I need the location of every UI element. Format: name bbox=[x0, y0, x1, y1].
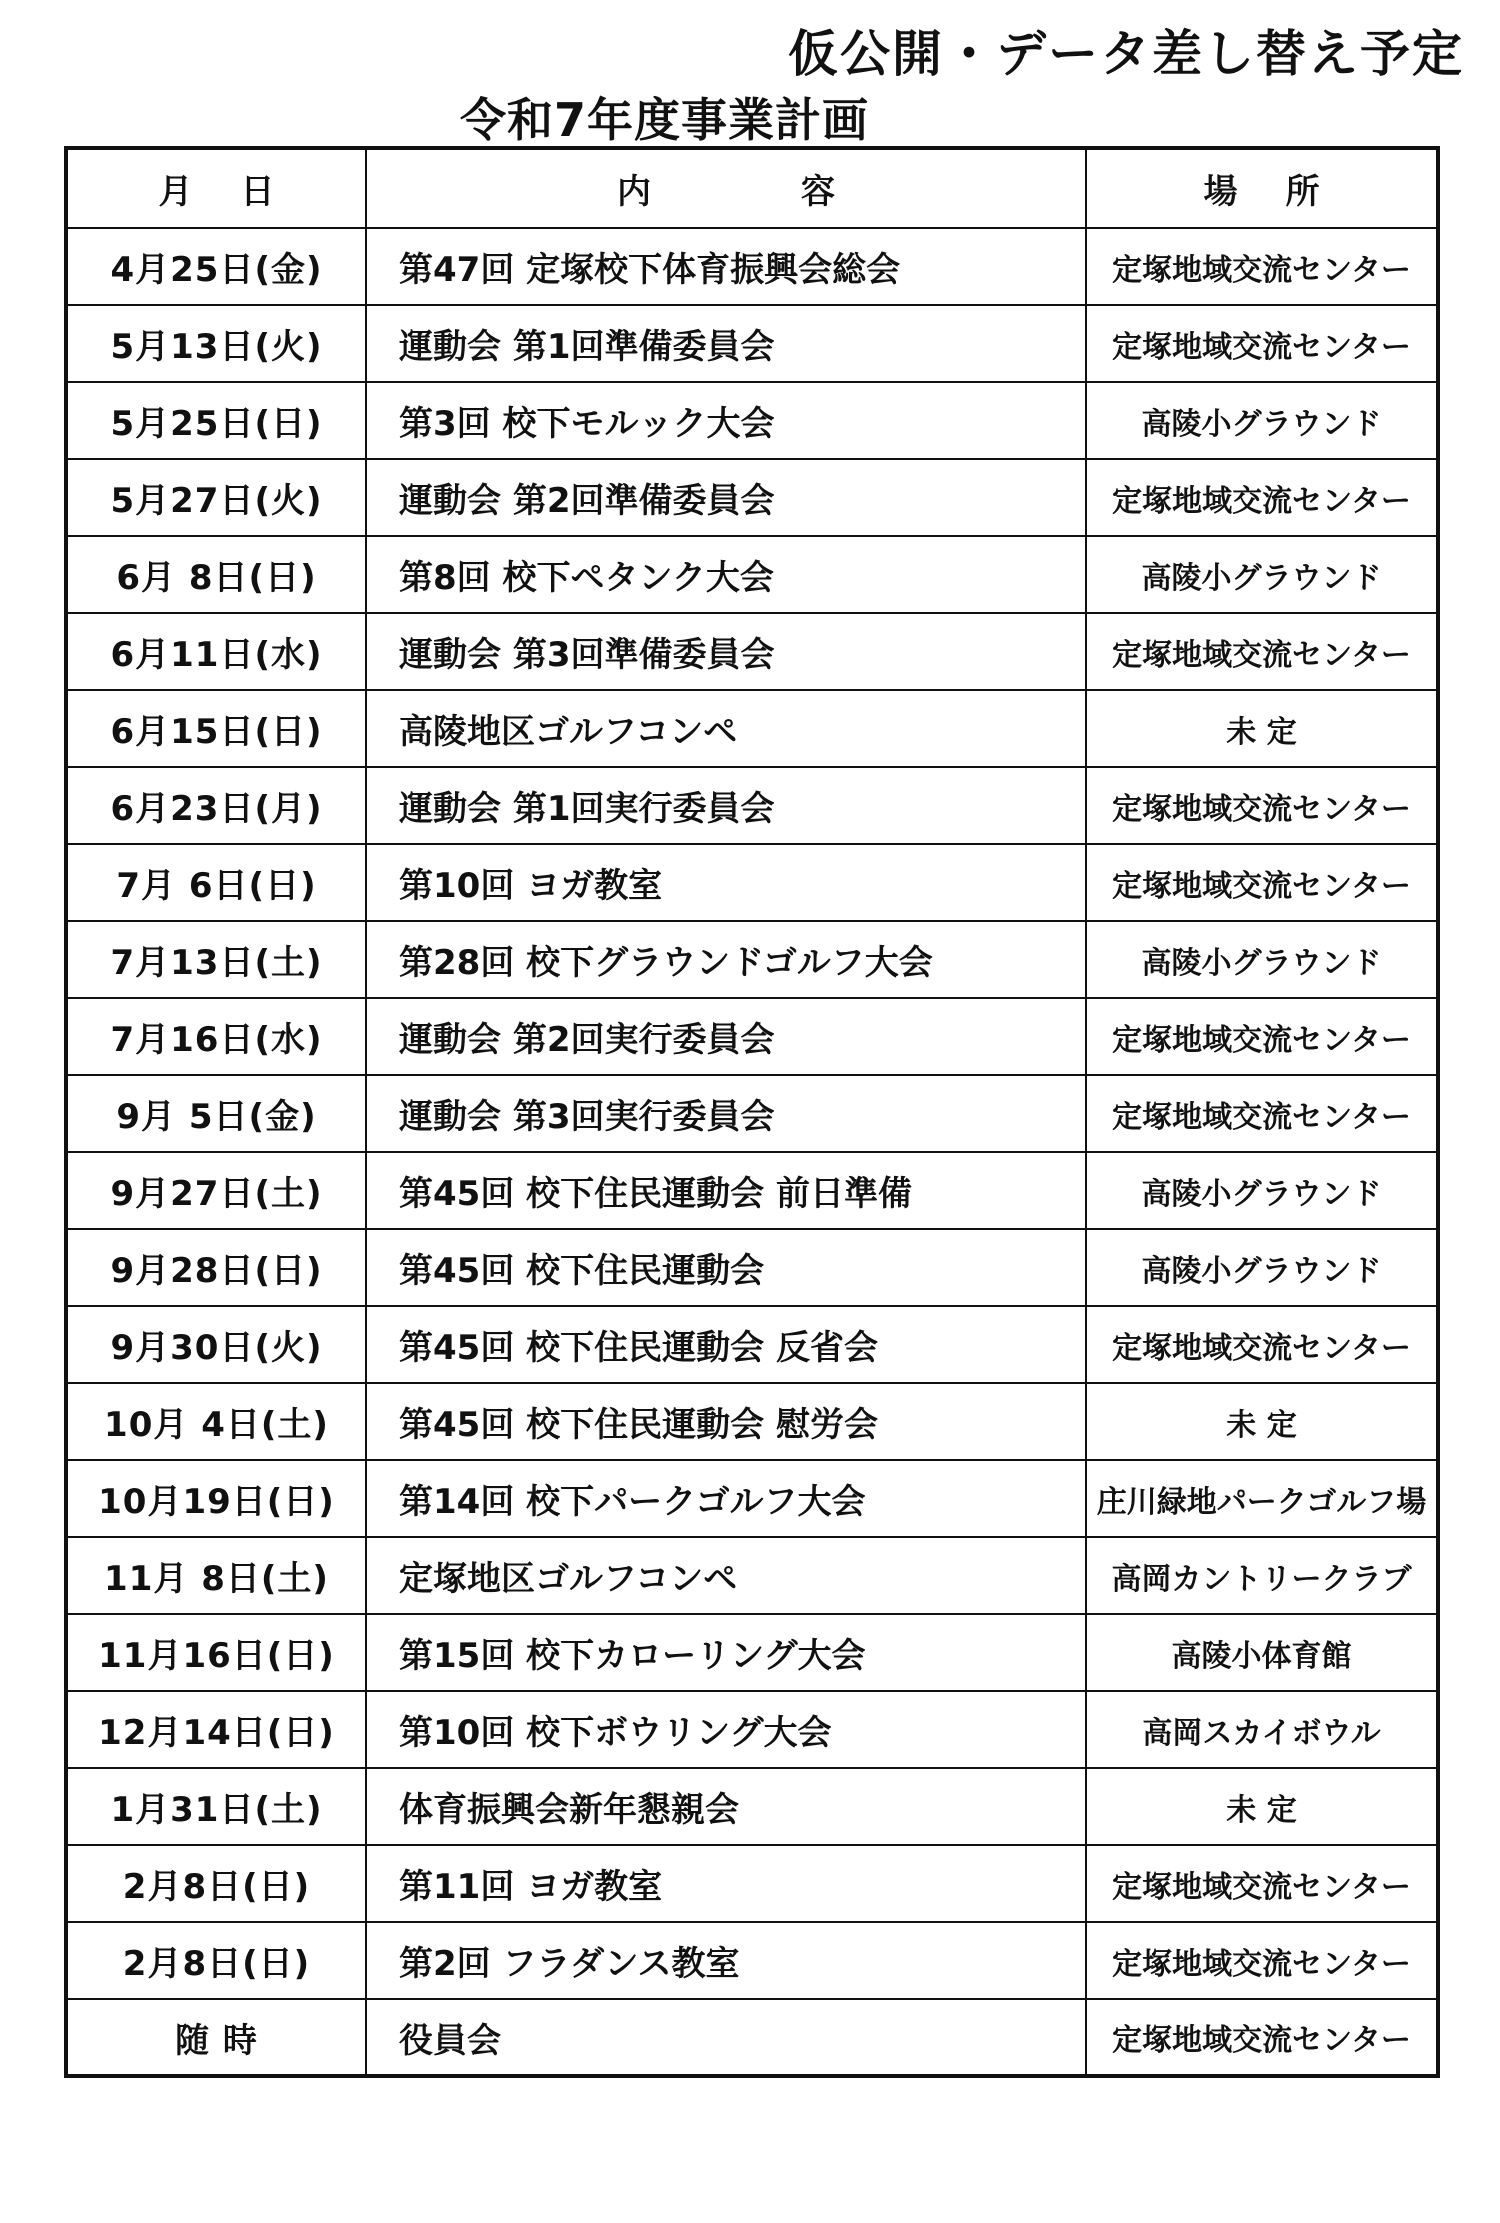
event-content: 第11回 ヨガ教室 bbox=[366, 1845, 1086, 1922]
event-date: 7月16日(水) bbox=[66, 998, 366, 1075]
event-content: 第45回 校下住民運動会 bbox=[366, 1229, 1086, 1306]
event-place: 庄川緑地パークゴルフ場 bbox=[1086, 1460, 1438, 1537]
event-place: 定塚地域交流センター bbox=[1086, 1999, 1438, 2076]
event-place: 未 定 bbox=[1086, 1383, 1438, 1460]
table-row bbox=[66, 228, 1438, 305]
table-row bbox=[66, 1922, 1438, 1999]
event-place: 定塚地域交流センター bbox=[1086, 1845, 1438, 1922]
event-content: 役員会 bbox=[366, 1999, 1086, 2076]
table-header-row bbox=[66, 148, 1438, 228]
event-place: 定塚地域交流センター bbox=[1086, 1306, 1438, 1383]
table-row bbox=[66, 1306, 1438, 1383]
event-date: 9月30日(火) bbox=[66, 1306, 366, 1383]
event-date: 5月27日(火) bbox=[66, 459, 366, 536]
table-row bbox=[66, 1460, 1438, 1537]
event-place: 定塚地域交流センター bbox=[1086, 844, 1438, 921]
event-place: 高陵小体育館 bbox=[1086, 1614, 1438, 1691]
table-row bbox=[66, 305, 1438, 382]
table-row bbox=[66, 1075, 1438, 1152]
event-place: 高陵小グラウンド bbox=[1086, 1229, 1438, 1306]
event-content: 第2回 フラダンス教室 bbox=[366, 1922, 1086, 1999]
event-date: 6月15日(日) bbox=[66, 690, 366, 767]
event-content: 第45回 校下住民運動会 前日準備 bbox=[366, 1152, 1086, 1229]
event-date: 9月27日(土) bbox=[66, 1152, 366, 1229]
event-date: 5月13日(火) bbox=[66, 305, 366, 382]
event-place: 定塚地域交流センター bbox=[1086, 305, 1438, 382]
table-row bbox=[66, 1691, 1438, 1768]
event-date: 2月8日(日) bbox=[66, 1845, 366, 1922]
header-place-label: 場所 bbox=[1203, 172, 1368, 212]
table-row bbox=[66, 1229, 1438, 1306]
event-date: 10月 4日(土) bbox=[66, 1383, 366, 1460]
event-content: 運動会 第3回準備委員会 bbox=[366, 613, 1086, 690]
table-row bbox=[66, 1152, 1438, 1229]
event-place: 定塚地域交流センター bbox=[1086, 613, 1438, 690]
event-content: 第10回 ヨガ教室 bbox=[366, 844, 1086, 921]
event-place: 高岡スカイボウル bbox=[1086, 1691, 1438, 1768]
table-row bbox=[66, 844, 1438, 921]
event-place: 定塚地域交流センター bbox=[1086, 228, 1438, 305]
event-content: 第14回 校下パークゴルフ大会 bbox=[366, 1460, 1086, 1537]
event-place: 高岡カントリークラブ bbox=[1086, 1537, 1438, 1614]
event-content: 第15回 校下カローリング大会 bbox=[366, 1614, 1086, 1691]
table-row bbox=[66, 1537, 1438, 1614]
event-date: 9月 5日(金) bbox=[66, 1075, 366, 1152]
event-place: 定塚地域交流センター bbox=[1086, 459, 1438, 536]
header-content-label: 内容 bbox=[617, 172, 985, 212]
table-row bbox=[66, 1845, 1438, 1922]
event-content: 運動会 第2回準備委員会 bbox=[366, 459, 1086, 536]
event-content: 第47回 定塚校下体育振興会総会 bbox=[366, 228, 1086, 305]
event-content: 第45回 校下住民運動会 反省会 bbox=[366, 1306, 1086, 1383]
event-date: 随 時 bbox=[66, 1999, 366, 2076]
event-date: 9月28日(日) bbox=[66, 1229, 366, 1306]
event-place: 未 定 bbox=[1086, 690, 1438, 767]
schedule-table bbox=[64, 146, 1440, 2078]
event-date: 11月 8日(土) bbox=[66, 1537, 366, 1614]
event-place: 未 定 bbox=[1086, 1768, 1438, 1845]
event-date: 6月11日(水) bbox=[66, 613, 366, 690]
schedule-body bbox=[66, 228, 1438, 2076]
event-content: 第45回 校下住民運動会 慰労会 bbox=[366, 1383, 1086, 1460]
table-row bbox=[66, 1614, 1438, 1691]
event-content: 運動会 第1回準備委員会 bbox=[366, 305, 1086, 382]
event-content: 第8回 校下ペタンク大会 bbox=[366, 536, 1086, 613]
table-row bbox=[66, 459, 1438, 536]
event-place: 高陵小グラウンド bbox=[1086, 921, 1438, 998]
table-row bbox=[66, 382, 1438, 459]
table-row bbox=[66, 1383, 1438, 1460]
event-date: 7月 6日(日) bbox=[66, 844, 366, 921]
event-content: 第3回 校下モルック大会 bbox=[366, 382, 1086, 459]
event-content: 体育振興会新年懇親会 bbox=[366, 1768, 1086, 1845]
event-place: 定塚地域交流センター bbox=[1086, 1922, 1438, 1999]
event-date: 5月25日(日) bbox=[66, 382, 366, 459]
header-date bbox=[66, 148, 366, 228]
table-row bbox=[66, 767, 1438, 844]
table-row bbox=[66, 536, 1438, 613]
table-row bbox=[66, 690, 1438, 767]
document-title: 令和7年度事業計画 bbox=[460, 93, 870, 147]
event-place: 定塚地域交流センター bbox=[1086, 767, 1438, 844]
event-date: 11月16日(日) bbox=[66, 1614, 366, 1691]
event-content: 第10回 校下ボウリング大会 bbox=[366, 1691, 1086, 1768]
event-date: 12月14日(日) bbox=[66, 1691, 366, 1768]
table-row bbox=[66, 1999, 1438, 2076]
header-place bbox=[1086, 148, 1438, 228]
table-row bbox=[66, 998, 1438, 1075]
event-content: 運動会 第3回実行委員会 bbox=[366, 1075, 1086, 1152]
event-content: 運動会 第2回実行委員会 bbox=[366, 998, 1086, 1075]
event-place: 高陵小グラウンド bbox=[1086, 536, 1438, 613]
table-row bbox=[66, 921, 1438, 998]
event-content: 高陵地区ゴルフコンペ bbox=[366, 690, 1086, 767]
table-row bbox=[66, 1768, 1438, 1845]
event-date: 10月19日(日) bbox=[66, 1460, 366, 1537]
provisional-notice: 仮公開・データ差し替え予定 bbox=[788, 25, 1464, 83]
event-place: 定塚地域交流センター bbox=[1086, 1075, 1438, 1152]
event-place: 高陵小グラウンド bbox=[1086, 382, 1438, 459]
event-date: 2月8日(日) bbox=[66, 1922, 366, 1999]
event-place: 定塚地域交流センター bbox=[1086, 998, 1438, 1075]
event-content: 運動会 第1回実行委員会 bbox=[366, 767, 1086, 844]
table-row bbox=[66, 613, 1438, 690]
header-date-label: 月日 bbox=[158, 172, 323, 212]
header-content bbox=[366, 148, 1086, 228]
event-content: 定塚地区ゴルフコンペ bbox=[366, 1537, 1086, 1614]
event-content: 第28回 校下グラウンドゴルフ大会 bbox=[366, 921, 1086, 998]
event-date: 7月13日(土) bbox=[66, 921, 366, 998]
event-place: 高陵小グラウンド bbox=[1086, 1152, 1438, 1229]
event-date: 6月 8日(日) bbox=[66, 536, 366, 613]
event-date: 4月25日(金) bbox=[66, 228, 366, 305]
event-date: 1月31日(土) bbox=[66, 1768, 366, 1845]
event-date: 6月23日(月) bbox=[66, 767, 366, 844]
